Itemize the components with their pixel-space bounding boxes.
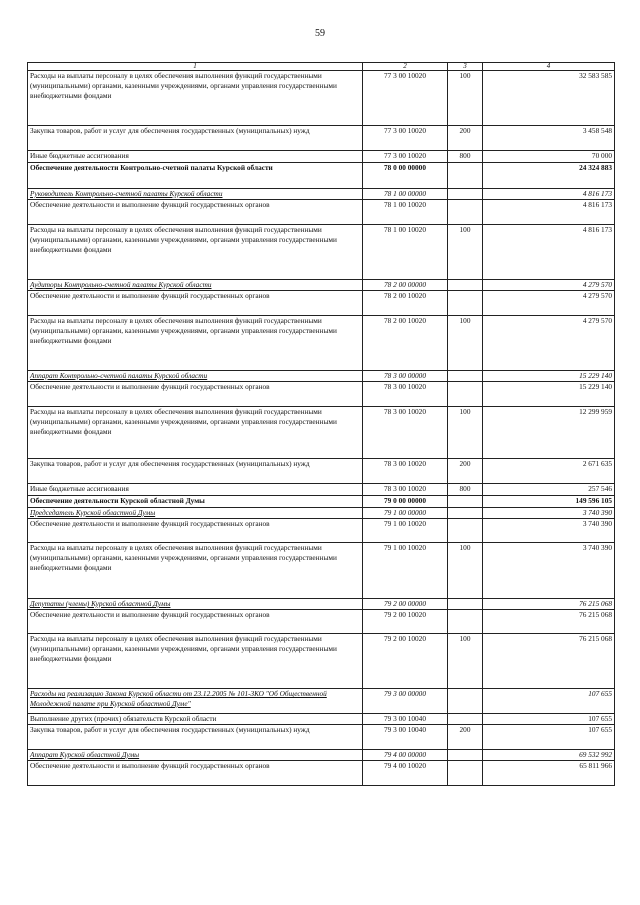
table-row [28, 496, 615, 508]
row-description: Выполнение других (прочих) обязательств Курской области [28, 714, 363, 725]
table-row [28, 725, 615, 750]
row-expense-type [448, 761, 483, 786]
row-amount: 4 816 173 [483, 200, 615, 225]
row-expense-type [448, 291, 483, 316]
row-code: 78 2 00 10020 [363, 316, 448, 371]
row-code: 78 3 00 10020 [363, 407, 448, 459]
row-code: 77 3 00 10020 [363, 151, 448, 163]
row-expense-type [448, 519, 483, 543]
row-description: Аппарат Курской областной Думы [28, 750, 363, 761]
row-description: Расходы на выплаты персоналу в целях обеспечения выполнения функций государственными (муниципальными) органами, казенными учреждениями, органами управления государственными внебюджетными фондами [28, 543, 363, 599]
row-description: Закупка товаров, работ и услуг для обеспечения государственных (муниципальных) нужд [28, 459, 363, 484]
row-description: Закупка товаров, работ и услуг для обеспечения государственных (муниципальных) нужд [28, 126, 363, 151]
row-expense-type [448, 189, 483, 200]
row-amount: 76 215 068 [483, 610, 615, 634]
row-code: 79 0 00 00000 [363, 496, 448, 508]
row-amount: 3 740 390 [483, 543, 615, 599]
table-row [28, 280, 615, 291]
row-amount: 107 655 [483, 725, 615, 750]
row-code: 78 1 00 10020 [363, 225, 448, 280]
table-row [28, 484, 615, 496]
table-row [28, 599, 615, 610]
table-row [28, 750, 615, 761]
row-amount: 65 811 966 [483, 761, 615, 786]
row-expense-type: 800 [448, 151, 483, 163]
table-row [28, 689, 615, 714]
row-code: 79 1 00 10020 [363, 519, 448, 543]
row-description: Закупка товаров, работ и услуг для обеспечения государственных (муниципальных) нужд [28, 725, 363, 750]
row-description: Иные бюджетные ассигнования [28, 484, 363, 496]
row-description: Обеспечение деятельности и выполнение функций государственных органов [28, 291, 363, 316]
row-amount: 24 324 883 [483, 163, 615, 189]
table-row [28, 225, 615, 280]
row-amount: 4 279 570 [483, 316, 615, 371]
table-row [28, 371, 615, 382]
row-amount: 257 546 [483, 484, 615, 496]
row-expense-type: 100 [448, 225, 483, 280]
column-number-3: 3 [448, 63, 483, 71]
table-row [28, 291, 615, 316]
table-row [28, 163, 615, 189]
row-amount: 76 215 068 [483, 599, 615, 610]
row-description: Обеспечение деятельности Курской областной Думы [28, 496, 363, 508]
row-amount: 4 279 570 [483, 291, 615, 316]
row-description: Расходы на выплаты персоналу в целях обеспечения выполнения функций государственными (муниципальными) органами, казенными учреждениями, органами управления государственными внебюджетными фондами [28, 225, 363, 280]
row-expense-type [448, 508, 483, 519]
row-code: 79 3 00 00000 [363, 689, 448, 714]
budget-table [27, 62, 615, 786]
row-amount: 12 299 959 [483, 407, 615, 459]
row-amount: 32 583 585 [483, 71, 615, 126]
row-code: 77 3 00 10020 [363, 126, 448, 151]
row-description: Обеспечение деятельности и выполнение функций государственных органов [28, 200, 363, 225]
table-row [28, 519, 615, 543]
row-code: 78 3 00 10020 [363, 484, 448, 496]
row-description: Расходы на выплаты персоналу в целях обеспечения выполнения функций государственными (муниципальными) органами, казенными учреждениями, органами управления государственными внебюджетными фондами [28, 407, 363, 459]
table-row [28, 634, 615, 689]
row-expense-type [448, 750, 483, 761]
row-code: 79 2 00 00000 [363, 599, 448, 610]
row-amount: 2 671 635 [483, 459, 615, 484]
row-code: 78 0 00 00000 [363, 163, 448, 189]
row-code: 79 3 00 10040 [363, 725, 448, 750]
row-expense-type: 200 [448, 459, 483, 484]
table-row [28, 459, 615, 484]
row-amount: 4 816 173 [483, 225, 615, 280]
row-code: 79 2 00 10020 [363, 610, 448, 634]
row-description: Обеспечение деятельности и выполнение функций государственных органов [28, 382, 363, 407]
row-expense-type: 100 [448, 407, 483, 459]
table-row [28, 610, 615, 634]
row-description: Аппарат Контрольно-счетной палаты Курской области [28, 371, 363, 382]
row-amount: 15 229 140 [483, 382, 615, 407]
row-expense-type: 100 [448, 634, 483, 689]
row-expense-type: 100 [448, 71, 483, 126]
row-description: Обеспечение деятельности Контрольно-счетной палаты Курской области [28, 163, 363, 189]
row-code: 79 1 00 10020 [363, 543, 448, 599]
table-row [28, 200, 615, 225]
table-row [28, 316, 615, 371]
row-code: 78 2 00 00000 [363, 280, 448, 291]
row-code: 78 2 00 10020 [363, 291, 448, 316]
row-code: 79 4 00 10020 [363, 761, 448, 786]
row-amount: 4 279 570 [483, 280, 615, 291]
row-amount: 3 458 548 [483, 126, 615, 151]
table-row [28, 543, 615, 599]
row-expense-type: 100 [448, 316, 483, 371]
row-description: Расходы на выплаты персоналу в целях обеспечения выполнения функций государственными (муниципальными) органами, казенными учреждениями, органами управления государственными внебюджетными фондами [28, 316, 363, 371]
row-amount: 107 655 [483, 689, 615, 714]
table-row [28, 508, 615, 519]
row-amount: 4 816 173 [483, 189, 615, 200]
column-number-2: 2 [363, 63, 448, 71]
row-code: 78 3 00 10020 [363, 382, 448, 407]
row-expense-type [448, 371, 483, 382]
row-description: Председатель Курской областной Думы [28, 508, 363, 519]
row-expense-type [448, 610, 483, 634]
table-row [28, 714, 615, 725]
table-row [28, 189, 615, 200]
row-expense-type [448, 280, 483, 291]
table-body [28, 71, 615, 786]
row-code: 79 4 00 00000 [363, 750, 448, 761]
row-code: 79 1 00 00000 [363, 508, 448, 519]
row-expense-type [448, 200, 483, 225]
column-number-1: 1 [28, 63, 363, 71]
column-number-row [28, 63, 615, 71]
row-expense-type: 200 [448, 725, 483, 750]
row-description: Депутаты (члены) Курской областной Думы [28, 599, 363, 610]
row-code: 78 3 00 10020 [363, 459, 448, 484]
row-description: Расходы на реализацию Закона Курской области от 23.12.2005 № 101-ЗКО "Об Общественной Молодежной палате при Курской областной Думе" [28, 689, 363, 714]
row-amount: 70 000 [483, 151, 615, 163]
row-code: 77 3 00 10020 [363, 71, 448, 126]
row-amount: 76 215 068 [483, 634, 615, 689]
table-row [28, 126, 615, 151]
row-description: Обеспечение деятельности и выполнение функций государственных органов [28, 519, 363, 543]
row-code: 79 3 00 10040 [363, 714, 448, 725]
row-description: Руководитель Контрольно-счетной палаты Курской области [28, 189, 363, 200]
column-number-4: 4 [483, 63, 615, 71]
table-row [28, 151, 615, 163]
row-expense-type: 800 [448, 484, 483, 496]
row-expense-type [448, 163, 483, 189]
table-row [28, 382, 615, 407]
row-expense-type [448, 714, 483, 725]
row-expense-type: 100 [448, 543, 483, 599]
row-description: Расходы на выплаты персоналу в целях обеспечения выполнения функций государственными (муниципальными) органами, казенными учреждениями, органами управления государственными внебюджетными фондами [28, 71, 363, 126]
table-row [28, 71, 615, 126]
row-code: 78 1 00 00000 [363, 189, 448, 200]
row-amount: 3 740 390 [483, 508, 615, 519]
row-description: Обеспечение деятельности и выполнение функций государственных органов [28, 610, 363, 634]
row-expense-type [448, 382, 483, 407]
row-amount: 69 532 992 [483, 750, 615, 761]
row-amount: 15 229 140 [483, 371, 615, 382]
row-expense-type [448, 599, 483, 610]
table-row [28, 761, 615, 786]
row-amount: 149 596 105 [483, 496, 615, 508]
row-code: 79 2 00 10020 [363, 634, 448, 689]
row-amount: 107 655 [483, 714, 615, 725]
row-description: Иные бюджетные ассигнования [28, 151, 363, 163]
row-amount: 3 740 390 [483, 519, 615, 543]
table-row [28, 407, 615, 459]
row-expense-type: 200 [448, 126, 483, 151]
row-code: 78 3 00 00000 [363, 371, 448, 382]
row-expense-type [448, 496, 483, 508]
row-description: Расходы на выплаты персоналу в целях обеспечения выполнения функций государственными (муниципальными) органами, казенными учреждениями, органами управления государственными внебюджетными фондами [28, 634, 363, 689]
row-expense-type [448, 689, 483, 714]
row-code: 78 1 00 10020 [363, 200, 448, 225]
row-description: Аудиторы Контрольно-счетной палаты Курской области [28, 280, 363, 291]
page-number: 59 [315, 28, 325, 39]
row-description: Обеспечение деятельности и выполнение функций государственных органов [28, 761, 363, 786]
